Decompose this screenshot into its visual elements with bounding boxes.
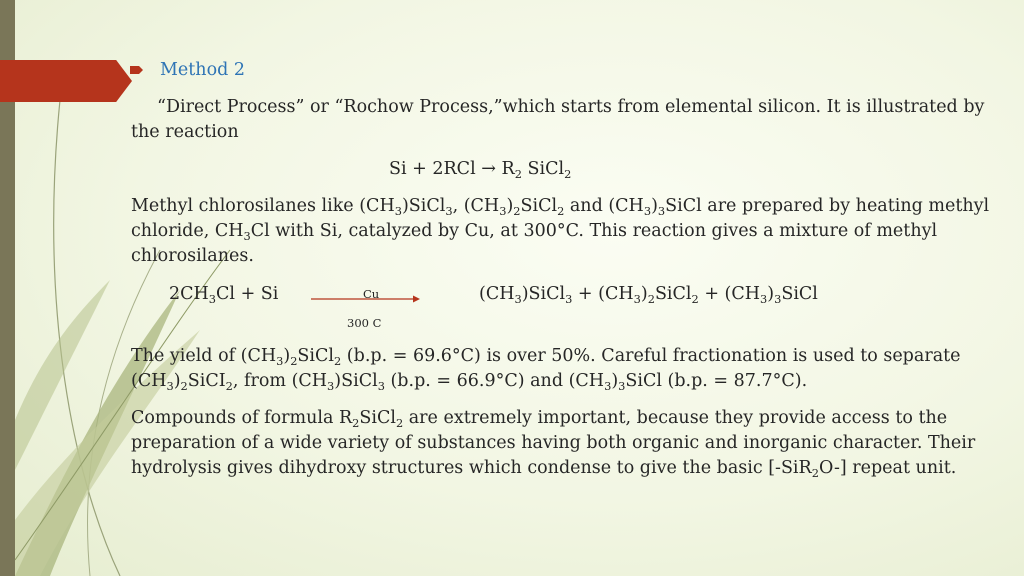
bullet-heading: Method 2 (160, 60, 246, 80)
reaction-equation-2-reactants: $2CH_3Cl + Si$ (169, 284, 279, 306)
title-accent-bar (0, 60, 132, 102)
methyl-chlorosilanes-paragraph: Methyl chlorosilanes like $(CH_3)SiCl_3$, $(CH_3)_2SiCl_2$ and $(CH_3)_3SiCl$ are prepared by heating methyl chloride, $CH_3Cl$ with Si, catalyzed by Cu, at 300°C. This reaction gives a mixture of methyl chlorosilanes. (131, 196, 990, 266)
yield-paragraph: The yield of $(CH_3)_2SiCl_2$ (b.p. = 69.6°C) is over 50%. Careful fractionation is used to separate $(CH_3)_2SiCI_2$, from $(CH_3)SiCl_3$ (b.p. = 66.9°C) and $(CH_3)_3SiCl$ (b.p. = 87.7°C). (131, 346, 961, 393)
intro-paragraph: “Direct Process” or “Rochow Process,”which starts from elemental silicon. It is illustrated by the reaction (131, 97, 985, 142)
compounds-paragraph: Compounds of formula $R_2SiCl_2$ are extremely important, because they provide access to the preparation of a wide variety of substances having both organic and inorganic character. Their hydrolysis gives dihydroxy structures which condense to give the basic [-SiR$_2$O-] repeat unit. (131, 408, 976, 480)
reaction-catalyst: Cu (363, 287, 380, 301)
reaction-equation-2-products: $(CH_3)SiCl_3$ + $(CH_3)_2SiCl_2$ + $(CH_3)_3SiCl$ (479, 284, 818, 306)
arrow-bullet-icon (130, 64, 144, 76)
reaction-temperature: 300 C (347, 316, 382, 330)
reaction-equation-1: $Si + 2RCl \to R_2$ SiCl$_2$ (389, 159, 572, 181)
